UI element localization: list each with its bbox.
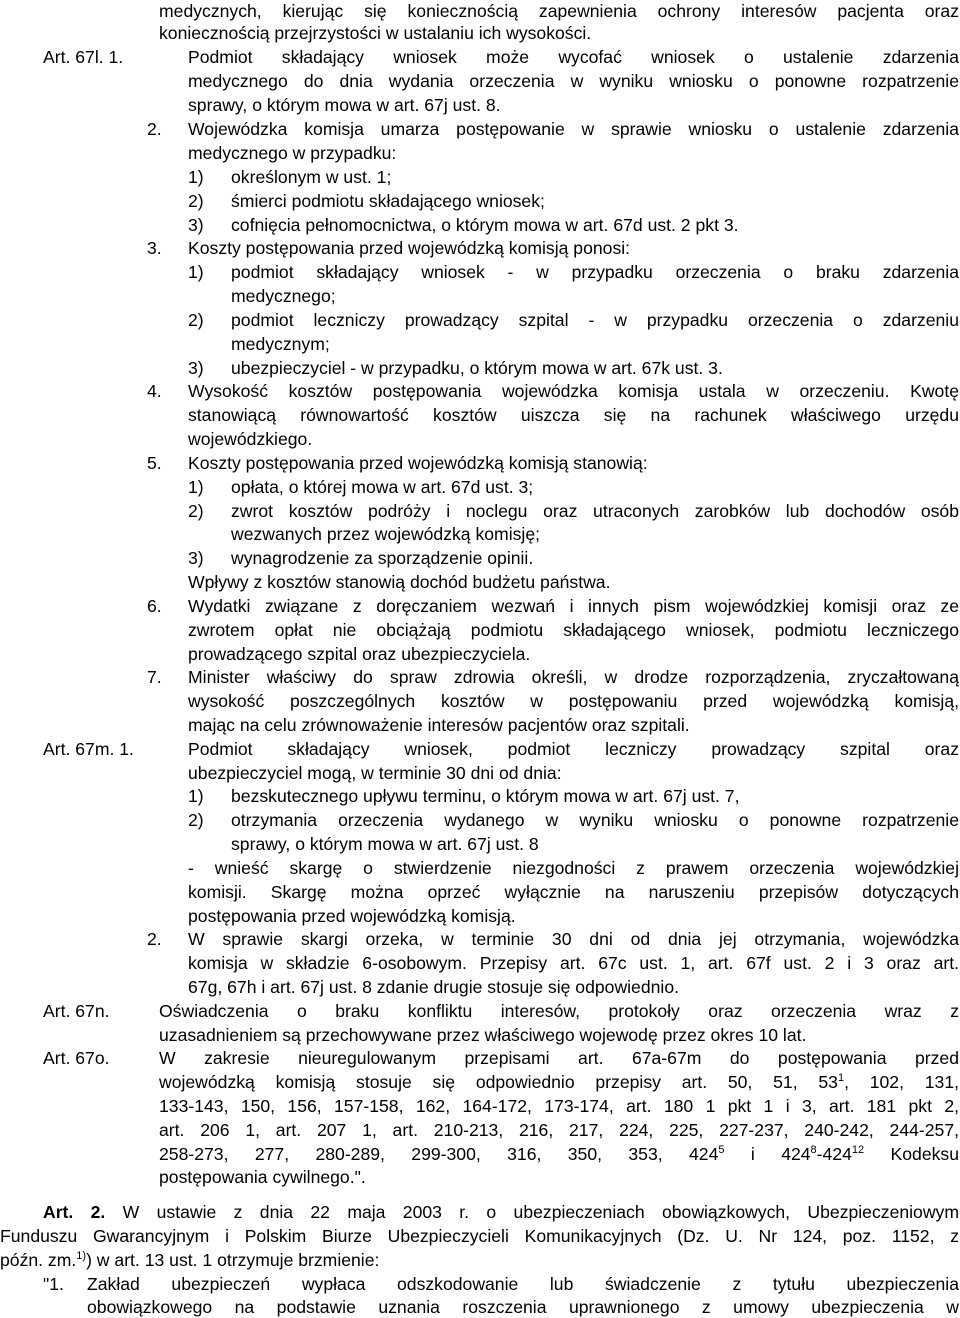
- text-line: sprawy, o którym mowa w art. 67j ust. 8.: [188, 95, 501, 115]
- text-line: otrzymania orzeczenia wydanego w wyniku wniosku o ponowne rozpatrzenie: [231, 810, 959, 830]
- paragraph-number: 6.: [147, 596, 162, 616]
- text-line: Funduszu Gwarancyjnym i Polskim Biurze Ubezpieczycieli Komunikacyjnych (Dz. U. Nr 124, poz. 1152, z: [0, 1226, 959, 1246]
- text-line: Minister właściwy do spraw zdrowia określi, w drodze rozporządzenia, zryczałtowaną: [188, 667, 959, 687]
- paragraph-number: 3.: [147, 238, 162, 258]
- superscript: 8: [810, 1144, 817, 1156]
- text-line: mając na celu zrównoważenie interesów pacjentów oraz szpitali.: [188, 715, 690, 735]
- footnote-ref: 1): [76, 1250, 87, 1262]
- paragraph-number: 7.: [147, 667, 162, 687]
- text-line: uzasadnieniem są przechowywane przez właściwego wojewodę przez okres 10 lat.: [159, 1025, 807, 1045]
- text-line: [43, 1201, 959, 1223]
- point-number: 2): [188, 310, 204, 330]
- article-number: Art. 2.: [43, 1202, 106, 1222]
- article-number: Art. 67n.: [43, 1001, 110, 1021]
- text-segment: 258-273, 277, 280-289, 299-300, 316, 350, 353, 424: [159, 1144, 719, 1164]
- text-line: ubezpieczyciel - w przypadku, o którym mowa w art. 67k ust. 3.: [231, 358, 723, 378]
- point-number: 3): [188, 215, 204, 235]
- text-segment: ) w art. 13 ust. 1 otrzymuje brzmienie:: [86, 1250, 380, 1270]
- text-segment: i 424: [724, 1144, 811, 1164]
- text-line: koniecznością przejrzystości w ustalaniu ich wysokości.: [159, 23, 592, 43]
- text-segment: , 102, 131,: [844, 1072, 959, 1092]
- text-line: Koszty postępowania przed wojewódzką komisją stanowią:: [188, 453, 648, 473]
- text-line: Podmiot składający wniosek może wycofać wniosek o ustalenie zdarzenia: [188, 47, 959, 67]
- text-line: W zakresie nieuregulowanym przepisami art. 67a-67m do postępowania przed: [159, 1048, 959, 1068]
- text-line: medycznego;: [231, 286, 336, 306]
- text-segment: W ustawie z dnia 22 maja 2003 r. o ubezpieczeniach obowiązkowych, Ubezpieczeniowym: [105, 1202, 959, 1222]
- text-segment: Kodeksu: [864, 1144, 959, 1164]
- text-line: 67g, 67h i art. 67j ust. 8 zdanie drugie stosuje się odpowiednio.: [188, 977, 679, 997]
- point-number: 1): [188, 262, 204, 282]
- text-line: - wnieść skargę o stwierdzenie niezgodności z prawem orzeczenia wojewódzkiej: [188, 858, 959, 878]
- point-number: 3): [188, 358, 204, 378]
- superscript: 1: [837, 1072, 845, 1084]
- superscript: 5: [718, 1144, 725, 1156]
- text-line: podmiot leczniczy prowadzący szpital - w przypadku orzeczenia o zdarzeniu: [231, 310, 959, 330]
- text-line: Oświadczenia o braku konfliktu interesów, protokoły oraz orzeczenia wraz z: [159, 1001, 959, 1021]
- text-line: ubezpieczyciel mogą, w terminie 30 dni od dnia:: [188, 763, 562, 783]
- point-number: 3): [188, 548, 204, 568]
- text-line: Zakład ubezpieczeń wypłaca odszkodowanie lub świadczenie z tytułu ubezpieczenia: [87, 1274, 959, 1294]
- text-line: medycznym;: [231, 334, 330, 354]
- point-number: 2): [188, 501, 204, 521]
- article-number: Art. 67m. 1.: [43, 739, 134, 759]
- text-line: [159, 1071, 959, 1093]
- text-line: sprawy, o którym mowa w art. 67j ust. 8: [231, 834, 539, 854]
- text-line: komisji. Skargę można oprzeć wyłącznie na naruszeniu przepisów dotyczących: [188, 882, 959, 902]
- text-segment: -424: [816, 1144, 852, 1164]
- text-line: medycznych, kierując się koniecznością zapewnienia ochrony interesów pacjenta oraz: [159, 1, 959, 21]
- text-line: stanowiącą równowartość kosztów uiszcza się na rachunek właściwego urzędu: [188, 405, 959, 425]
- text-line: śmierci podmiotu składającego wniosek;: [231, 191, 545, 211]
- text-line: bezskutecznego upływu terminu, o którym mowa w art. 67j ust. 7,: [231, 786, 740, 806]
- point-number: 2): [188, 191, 204, 211]
- text-line: Koszty postępowania przed wojewódzką komisją ponosi:: [188, 238, 631, 258]
- text-line: [0, 1249, 379, 1271]
- paragraph-number: 2.: [147, 929, 162, 949]
- text-line: W sprawie skargi orzeka, w terminie 30 dni od dnia jej otrzymania, wojewódzka: [188, 929, 959, 949]
- text-line: medycznego w przypadku:: [188, 143, 397, 163]
- text-line: komisja w składzie 6-osobowym. Przepisy art. 67c ust. 1, art. 67f ust. 2 i 3 oraz art.: [188, 953, 959, 973]
- text-line: Wpływy z kosztów stanowią dochód budżetu państwa.: [188, 572, 611, 592]
- text-line: określonym w ust. 1;: [231, 167, 392, 187]
- text-line: Wysokość kosztów postępowania wojewódzka komisja ustala w orzeczeniu. Kwotę: [188, 381, 959, 401]
- text-line: [159, 1143, 959, 1165]
- text-line: zwrotem opłat nie obciążają podmiotu składającego wniosek, podmiotu leczniczego: [188, 620, 959, 640]
- text-line: 133-143, 150, 156, 157-158, 162, 164-172, 173-174, art. 180 1 pkt 1 i 3, art. 181 pkt 2,: [159, 1096, 959, 1116]
- text-line: obowiązkowego na podstawie uznania roszczenia uprawnionego z umowy ubezpieczenia w: [87, 1297, 959, 1317]
- text-line: Wydatki związane z doręczaniem wezwań i innych pism wojewódzkiej komisji oraz ze: [188, 596, 959, 616]
- text-line: Podmiot składający wniosek, podmiot leczniczy prowadzący szpital oraz: [188, 739, 959, 759]
- text-line: opłata, o której mowa w art. 67d ust. 3;: [231, 477, 534, 497]
- text-line: wynagrodzenie za sporządzenie opinii.: [231, 548, 534, 568]
- text-line: medycznego do dnia wydania orzeczenia w wyniku wniosku o ponowne rozpatrzenie: [188, 71, 959, 91]
- paragraph-number: 4.: [147, 381, 162, 401]
- text-line: cofnięcia pełnomocnictwa, o którym mowa w art. 67d ust. 2 pkt 3.: [231, 215, 739, 235]
- text-line: art. 206 1, art. 207 1, art. 210-213, 216, 217, 224, 225, 227-237, 240-242, 244-257,: [159, 1120, 959, 1140]
- point-number: 2): [188, 810, 204, 830]
- text-line: postępowania przed wojewódzką komisją.: [188, 906, 516, 926]
- text-line: zwrot kosztów podróży i noclegu oraz utraconych zarobków lub dochodów osób: [231, 501, 959, 521]
- article-number: Art. 67l. 1.: [43, 47, 124, 67]
- point-number: 1): [188, 167, 204, 187]
- text-line: postępowania cywilnego.".: [159, 1167, 366, 1187]
- text-line: wysokość poszczególnych kosztów w postępowaniu przed wojewódzką komisją,: [188, 691, 959, 711]
- text-segment: wojewódzką komisją stosuje się odpowiednio przepisy art. 50, 51, 53: [159, 1072, 838, 1092]
- article-number: Art. 67o.: [43, 1048, 110, 1068]
- text-line: Wojewódzka komisja umarza postępowanie w sprawie wniosku o ustalenie zdarzenia: [188, 119, 959, 139]
- superscript: 12: [851, 1144, 865, 1156]
- text-line: podmiot składający wniosek - w przypadku orzeczenia o braku zdarzenia: [231, 262, 959, 282]
- text-segment: późn. zm.: [0, 1250, 77, 1270]
- text-line: wojewódzkiego.: [188, 429, 313, 449]
- paragraph-number: 5.: [147, 453, 162, 473]
- paragraph-number: 2.: [147, 119, 162, 139]
- point-number: 1): [188, 786, 204, 806]
- point-number: 1): [188, 477, 204, 497]
- paragraph-number: "1.: [43, 1274, 64, 1294]
- text-line: prowadzącego szpital oraz ubezpieczyciela.: [188, 644, 531, 664]
- text-line: wezwanych przez wojewódzką komisję;: [231, 524, 540, 544]
